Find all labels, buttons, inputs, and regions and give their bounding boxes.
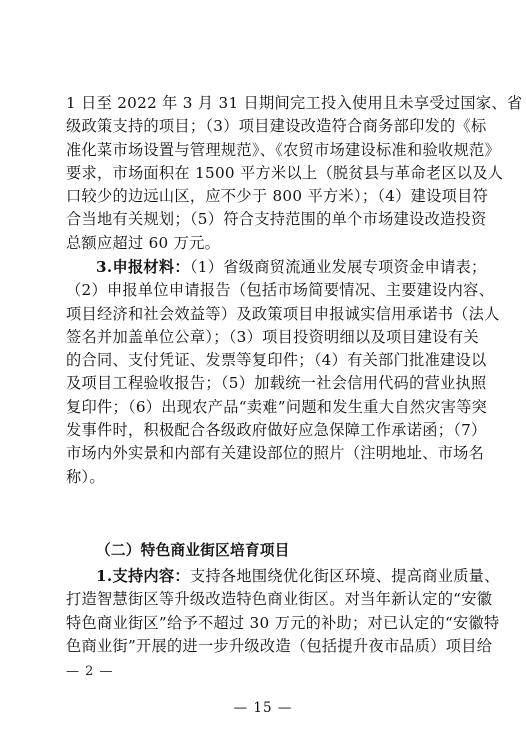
paragraph-support-content (66, 565, 500, 658)
text-line (66, 565, 500, 588)
text-line (66, 256, 487, 279)
text-line: 要求，市场面积在 1500 平方米以上（脱贫县与革命老区以及人 (66, 163, 504, 182)
section-heading: （二）特色商业街区培育项目 (96, 542, 290, 559)
text-line: 签名并加盖单位公章）；（3）项目投资明细以及项目建设有关 (66, 327, 479, 346)
text-line: 合当地有关规划；（5）符合支持范围的单个市场建设改造投资 (66, 210, 487, 229)
text-line: 特色商业街区”给予不超过 30 万元的补助；对已认定的“安徽特 (66, 613, 500, 632)
text-line: 总额应超过 60 万元。 (66, 233, 221, 252)
subheading-support-content: 1.支持内容： (96, 567, 190, 585)
text-line: 1 日至 2022 年 3 月 31 日期间完工投入使用且未享受过国家、省 (66, 94, 523, 112)
outer-page-number: — 15 — (233, 700, 293, 716)
text-line: 的合同、支付凭证、发票等复印件；（4）有关部门批准建设以 (66, 351, 487, 370)
text-fragment: 支持各地围绕优化街区环境、提高商业质量、 (189, 567, 500, 585)
text-line: 发事件时，积极配合各级政府做好应急保障工作承诺函；（7） (66, 421, 487, 440)
text-line: 准化菜市场设置与管理规范》、《农贸市场建设标准和验收规范》 (66, 140, 500, 159)
text-line: （2）申报单位申请报告（包括市场简要情况、主要建设内容、 (66, 281, 495, 300)
text-line: 复印件；（6）出现农产品“卖难”问题和发生重大自然灾害等突 (66, 397, 488, 416)
paragraph-application-materials (66, 256, 500, 489)
text-line: 色商业街”开展的进一步升级改造（包括提升夜市品质）项目给 (66, 636, 493, 655)
section-heading-block (66, 539, 466, 562)
text-line: 口较少的边远山区，应不少于 800 平方米）；（4）建设项目符 (66, 187, 489, 206)
text-line: 级政策支持的项目；（3）项目建设改造符合商务部印发的《标 (66, 117, 487, 136)
paragraph-eligibility-continued (66, 92, 523, 255)
text-line: 项目经济和社会效益等）及政策项目申报诚实信用承诺书（法人 (66, 304, 500, 323)
text-fragment: （1）省级商贸流通业发展专项资金申请表； (189, 258, 487, 276)
text-line: 市场内外实景和内部有关建设部位的照片（注明地址、市场名 (66, 444, 485, 463)
text-line: 称）。 (66, 467, 105, 486)
subheading-application-materials: 3.申报材料： (96, 258, 190, 276)
text-line: 及项目工程验收报告；（5）加载统一社会信用代码的营业执照 (66, 374, 487, 393)
text-line: 打造智慧街区等升级改造特色商业街区。对当年新认定的“安徽 (66, 590, 493, 609)
inner-page-number: — 2 — (66, 664, 114, 679)
